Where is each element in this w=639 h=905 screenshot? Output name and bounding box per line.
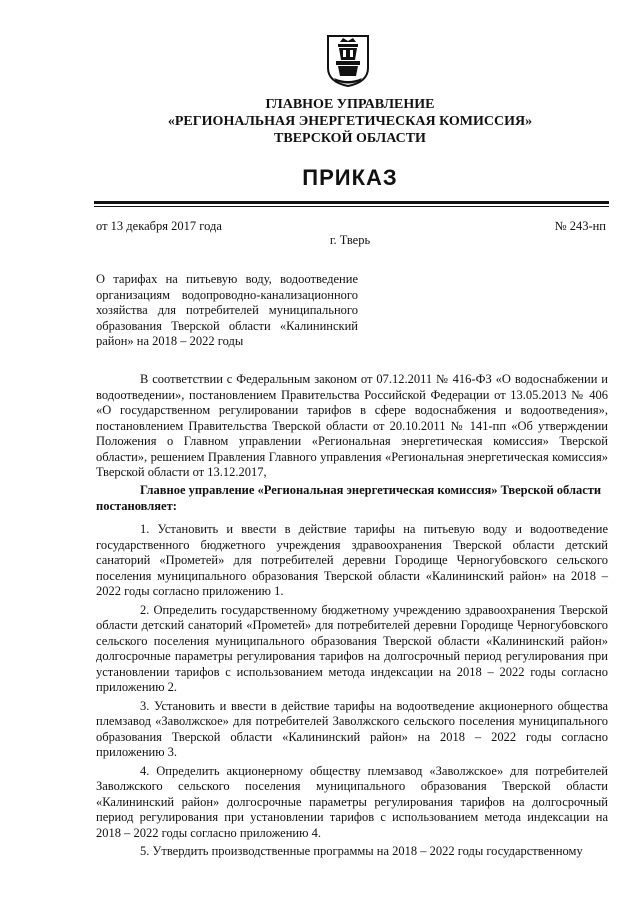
order-subject: О тарифах на питьевую воду, водоотведение организациям водопроводно-канализационного хозяйства для потребителей муниципального образования Тверской области «Калининский район» на 2018 – 2022 годы (96, 272, 358, 348)
order-item: 1. Установить и ввести в действие тарифы на питьевую воду и водоотведение государственного бюджетного учреждения здравоохранения Тверской области детский санаторий «Прометей» для потребителей деревни Городище Черногубовского сельского поселения муниципального образования Тверской области «Калининский район» на 2018 – 2022 годы согласно приложению 1. (96, 522, 608, 598)
order-items (96, 522, 608, 863)
header-divider-thick (94, 201, 609, 204)
decree-statement: Главное управление «Региональная энергетическая комиссия» Тверской области постановляет: (96, 483, 602, 513)
agency-line: ТВЕРСКОЙ ОБЛАСТИ (274, 131, 426, 146)
order-number: № 243-нп (554, 219, 606, 233)
order-city: г. Тверь (329, 233, 371, 247)
agency-line: «РЕГИОНАЛЬНАЯ ЭНЕРГЕТИЧЕСКАЯ КОМИССИЯ» (167, 114, 533, 129)
agency-name (60, 96, 639, 147)
preamble-paragraph: В соответствии с Федеральным законом от 07.12.2011 № 416-ФЗ «О водоснабжении и водоотведении», постановлением Правительства Российской Федерации от 13.05.2013 № 406 «О государственном регулировании тарифов в сфере водоснабжения и водоотведения», постановлением Правительства Тверской области от 20.10.2011 № 141-пп «Об утверждении Положения о Главном управлении «Региональная энергетическая комиссия» Тверской области», решением Правления Главного управления «Региональная энергетическая комиссия» Тверской области от 13.12.2017, (96, 372, 608, 479)
order-item: 5. Утвердить производственные программы на 2018 – 2022 годы государственному (140, 844, 583, 858)
document-title: ПРИКАЗ (302, 165, 398, 190)
order-date: от 13 декабря 2017 года (96, 219, 222, 233)
order-item: 3. Установить и ввести в действие тарифы на водоотведение акционерного общества племзавод «Заволжское» для потребителей Заволжского сельского поселения муниципального образования Тверской области «Калининский район» на 2018 – 2022 годы согласно приложению 3. (96, 698, 608, 759)
coat-of-arms-icon (326, 34, 370, 88)
order-item: 2. Определить государственному бюджетному учреждению здравоохранения Тверской области детский санаторий «Прометей» для потребителей деревни Городище Черногубовского сельского поселения муниципального образования Тверской области «Калининский район» долгосрочные параметры регулирования тарифов на долгосрочный период регулирования при установлении тарифов с использованием метода индексации на 2018 – 2022 годы согласно приложению 2. (96, 602, 608, 694)
header-divider-thin (94, 206, 609, 207)
agency-line: ГЛАВНОЕ УПРАВЛЕНИЕ (265, 97, 435, 112)
order-item: 4. Определить акционерному обществу племзавод «Заволжское» для потребителей Заволжского сельского поселения муниципального образования Тверской области «Калининский район» долгосрочные параметры регулирования тарифов на долгосрочный период регулирования при установлении тарифов с использованием метода индексации на 2018 – 2022 годы согласно приложению 4. (96, 763, 608, 840)
